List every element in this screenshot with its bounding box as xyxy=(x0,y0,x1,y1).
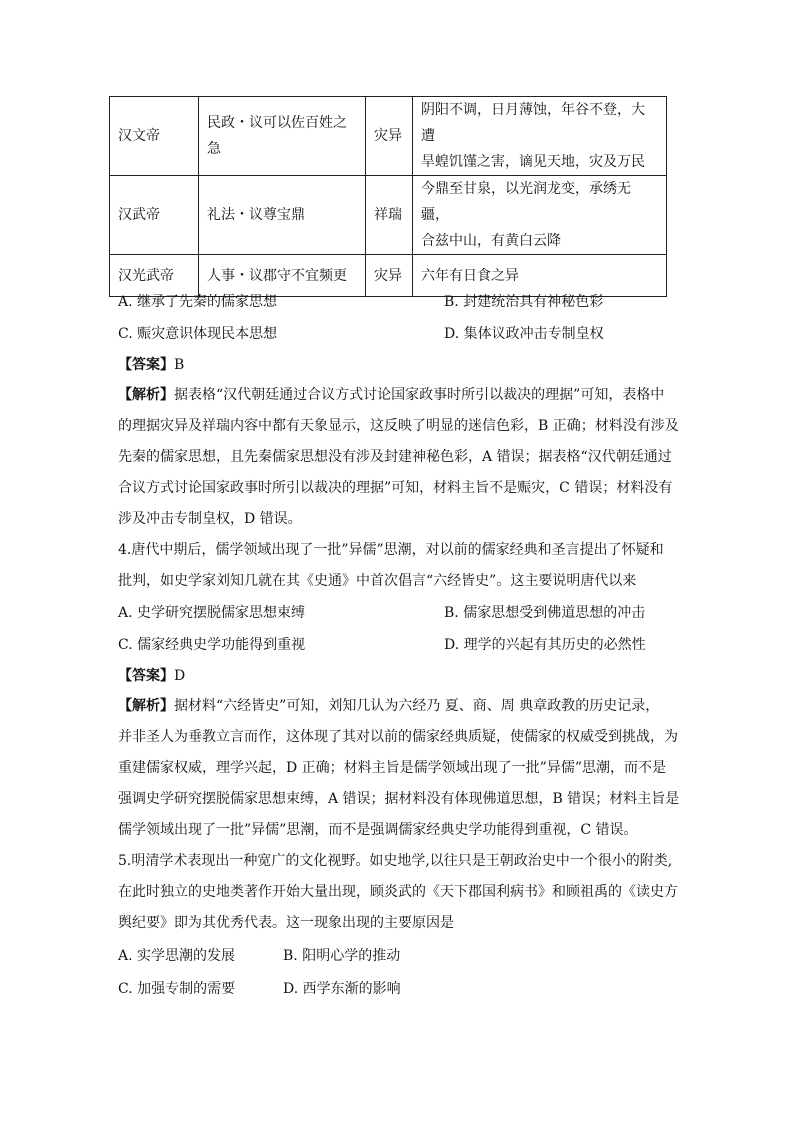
basis-cell: 灾异 xyxy=(366,97,413,176)
stem-line: 4.唐代中期后，儒学领域出现了一批”异儒”思潮，对以前的儒家经典和圣言提出了怀疑和 xyxy=(118,542,664,558)
q5-option-b: B. 阳明心学的推动 xyxy=(283,948,401,964)
q4-option-d: D. 理学的兴起有其历史的必然性 xyxy=(444,637,646,653)
analysis-line: 合议方式讨论国家政事时所引以裁决的理据”可知，材料主旨不是赈灾，C 错误；材料没有 xyxy=(118,480,673,496)
q5-stem xyxy=(118,846,678,939)
q4-option-c: C. 儒家经典史学功能得到重视 xyxy=(118,637,306,653)
answer-value: D xyxy=(174,668,186,684)
analysis-line: 【解析】据材料“六经皆史”可知，刘知几认为六经乃 夏、商、周 典章政教的历史记录， xyxy=(118,698,660,714)
court-deliberation-table xyxy=(109,96,667,297)
answer-label: 【答案】 xyxy=(118,357,174,373)
topic-cell: 人事・议郡守不宜频更 xyxy=(199,255,366,297)
analysis-line: 【解析】据表格“汉代朝廷通过合议方式讨论国家政事时所引以裁决的理据”可知，表格中 xyxy=(118,387,665,403)
analysis-line: 重建儒家权威，理学兴起，D 正确；材料主旨是儒学领域出现了一批”异儒”思潮，而不是 xyxy=(118,760,666,776)
detail-line: 六年有日食之异 xyxy=(421,267,519,284)
topic-cell: 民政・议可以佐百姓之急 xyxy=(199,97,366,176)
analysis-line: 并非圣人为垂教立言而作，这体现了其对以前的儒家经典质疑，使儒家的权威受到挑战，为 xyxy=(118,729,678,745)
table-row xyxy=(110,255,667,297)
q4-answer xyxy=(118,666,185,686)
analysis-label: 【解析】 xyxy=(118,387,174,403)
q3-option-a: A. 继承了先秦的儒家思想 xyxy=(118,294,278,310)
detail-cell xyxy=(413,97,667,176)
q3-answer xyxy=(118,355,184,375)
analysis-label: 【解析】 xyxy=(118,698,174,714)
emperor-cell: 汉武帝 xyxy=(110,176,199,255)
analysis-line: 强调史学研究摆脱儒家思想束缚，A 错误；据材料没有体现佛道思想，B 错误；材料主旨是 xyxy=(118,791,680,807)
detail-line: 旱蝗饥馑之害，谪见天地，灾及万民 xyxy=(421,154,645,170)
table-row xyxy=(110,176,667,255)
analysis-line: 的理据灾异及祥瑞内容中都有天象显示，这反映了明显的迷信色彩，B 正确；材料没有涉及 xyxy=(118,418,679,434)
basis-cell: 灾异 xyxy=(366,255,413,297)
q3-option-d: D. 集体议政冲击专制皇权 xyxy=(444,326,604,342)
stem-line: 批判，如史学家刘知几就在其《史通》中首次倡言“六经皆史”。这主要说明唐代以来 xyxy=(118,573,637,589)
q3-option-c: C. 赈灾意识体现民本思想 xyxy=(118,326,278,342)
q3-option-b: B. 封建统治具有神秘色彩 xyxy=(444,294,604,310)
analysis-line: 先秦的儒家思想，且先秦儒家思想没有涉及封建神秘色彩，A 错误；据表格“汉代朝廷通过 xyxy=(118,449,672,465)
detail-line: 合兹中山，有黄白云降 xyxy=(421,233,561,249)
table-row xyxy=(110,97,667,176)
emperor-cell: 汉文帝 xyxy=(110,97,199,176)
answer-value: B xyxy=(174,357,185,373)
q4-option-a: A. 史学研究摆脱儒家思想束缚 xyxy=(118,605,306,621)
q4-stem xyxy=(118,535,678,597)
emperor-cell: 汉光武帝 xyxy=(110,255,199,297)
detail-line: 今鼎至甘泉，以光润龙变，承绣无疆， xyxy=(421,181,631,223)
stem-line: 5.明清学术表现出一种宽广的文化视野。如史地学,以往只是王朝政治史中一个很小的附类, xyxy=(118,853,673,869)
analysis-line: 儒学领域出现了一批”异儒”思潮，而不是强调儒家经典史学功能得到重视，C 错误。 xyxy=(118,822,638,838)
q4-analysis xyxy=(118,691,678,846)
q5-option-d: D. 西学东渐的影响 xyxy=(283,981,401,997)
detail-line: 阴阳不调，日月薄蚀，年谷不登，大遭 xyxy=(421,102,645,144)
stem-line: 在此时独立的史地类著作开始大量出现，顾炎武的《天下郡国利病书》和顾祖禹的《读史方 xyxy=(118,884,678,900)
analysis-line: 涉及冲击专制皇权，D 错误。 xyxy=(118,511,302,527)
q5-option-c: C. 加强专制的需要 xyxy=(118,981,236,997)
topic-cell: 礼法・议尊宝鼎 xyxy=(199,176,366,255)
detail-cell xyxy=(413,176,667,255)
stem-line: 舆纪要》即为其优秀代表。这一现象出现的主要原因是 xyxy=(118,915,454,931)
detail-cell xyxy=(413,255,667,297)
q3-analysis xyxy=(118,380,678,535)
q4-option-b: B. 儒家思想受到佛道思想的冲击 xyxy=(444,605,646,621)
q5-option-a: A. 实学思潮的发展 xyxy=(118,948,236,964)
answer-label: 【答案】 xyxy=(118,668,174,684)
basis-cell: 祥瑞 xyxy=(366,176,413,255)
